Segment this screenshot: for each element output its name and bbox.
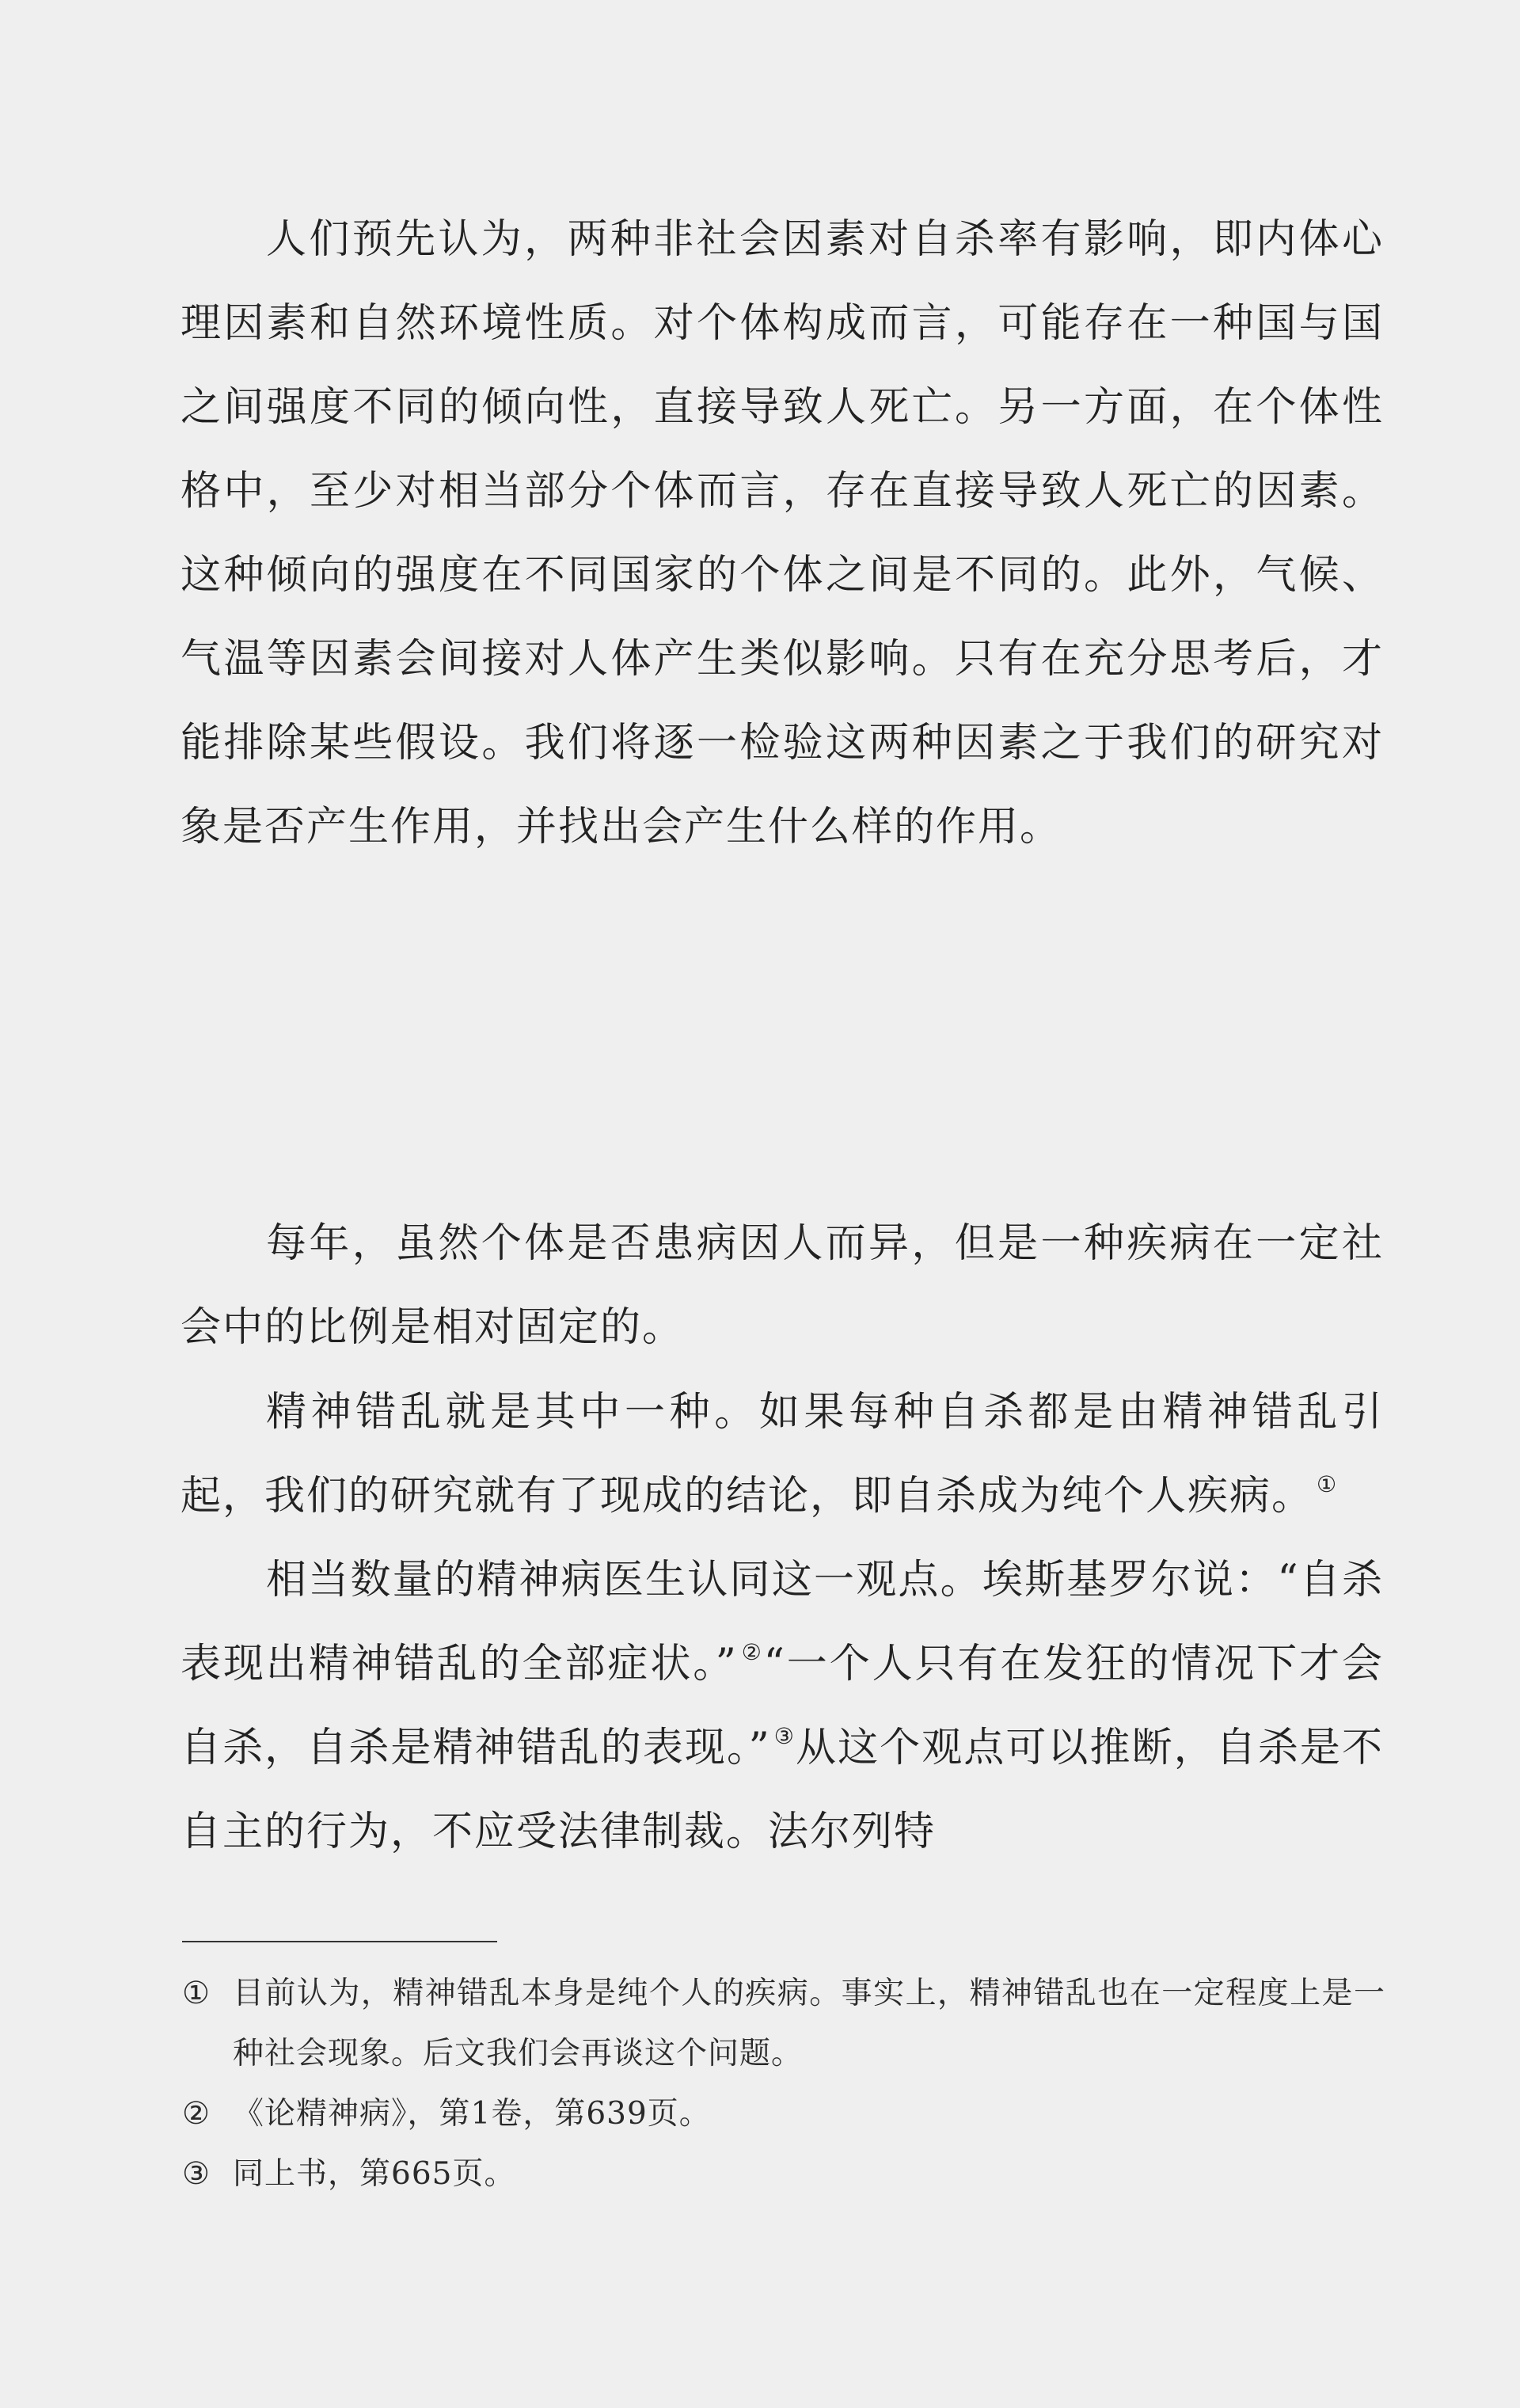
paragraph-text: “一个人只有在发狂的情况下才会自杀，自杀是精神错乱的表现。” — [180, 1641, 1385, 1771]
footnote-ref-1[interactable]: ① — [1317, 1471, 1339, 1497]
footnote-ref-2[interactable]: ② — [740, 1639, 764, 1665]
paragraph-non-social-factors — [180, 198, 1384, 869]
footnote-ref-3[interactable]: ③ — [773, 1723, 796, 1749]
paragraph-insanity — [180, 1371, 1384, 1539]
paragraph-psychiatrists-view — [180, 1539, 1384, 1874]
footnote-text: 同上书，第665页。 — [233, 2156, 516, 2192]
footnote-mark: ② — [182, 2096, 211, 2132]
paragraph-text: 相当数量的精神病医生认同这一观点。埃斯基罗尔说：“自杀表现出精神错乱的全部症状。” — [180, 1557, 1384, 1687]
paragraph-text: 人们预先认为，两种非社会因素对自杀率有影响，即内体心理因素和自然环境性质。对个体构成而言，可能存在一种国与国之间强度不同的倾向性，直接导致人死亡。另一方面，在个体性格中，至少对相当部分个体而言，存在直接导致人死亡的因素。这种倾向的强度在不同国家的个体之间是不同的。此外，气候、气温等因素会间接对人体产生类似影响。只有在充分思考后，才能排除某些假设。我们将逐一检验这两种因素之于我们的研究对象是否产生作用，并找出会产生什么样的作用。 — [180, 216, 1384, 850]
paragraph-disease-rate — [180, 1202, 1384, 1370]
paragraph-text: 精神错乱就是其中一种。如果每种自杀都是由精神错乱引起，我们的研究就有了现成的结论，即自杀成为纯个人疾病。 — [180, 1389, 1384, 1520]
paragraph-text: 从这个观点可以推断，自杀是不自主的行为，不应受法律制裁。法尔列特 — [180, 1725, 1384, 1855]
paragraph-text: 每年，虽然个体是否患病因人而异，但是一种疾病在一定社会中的比例是相对固定的。 — [180, 1220, 1384, 1351]
footnote-3 — [182, 2144, 1385, 2204]
footnote-mark: ③ — [182, 2156, 211, 2192]
footnote-text: 目前认为，精神错乱本身是纯个人的疾病。事实上，精神错乱也在一定程度上是一种社会现象。后文我们会再谈这个问题。 — [233, 1976, 1385, 2071]
footnote-2 — [182, 2084, 1385, 2144]
footnotes — [182, 1964, 1385, 2204]
footnote-1 — [182, 1964, 1385, 2084]
footnote-mark: ① — [182, 1976, 211, 2011]
footnote-divider — [182, 1941, 497, 1942]
footnote-text: 《论精神病》，第1卷，第639页。 — [233, 2096, 711, 2132]
